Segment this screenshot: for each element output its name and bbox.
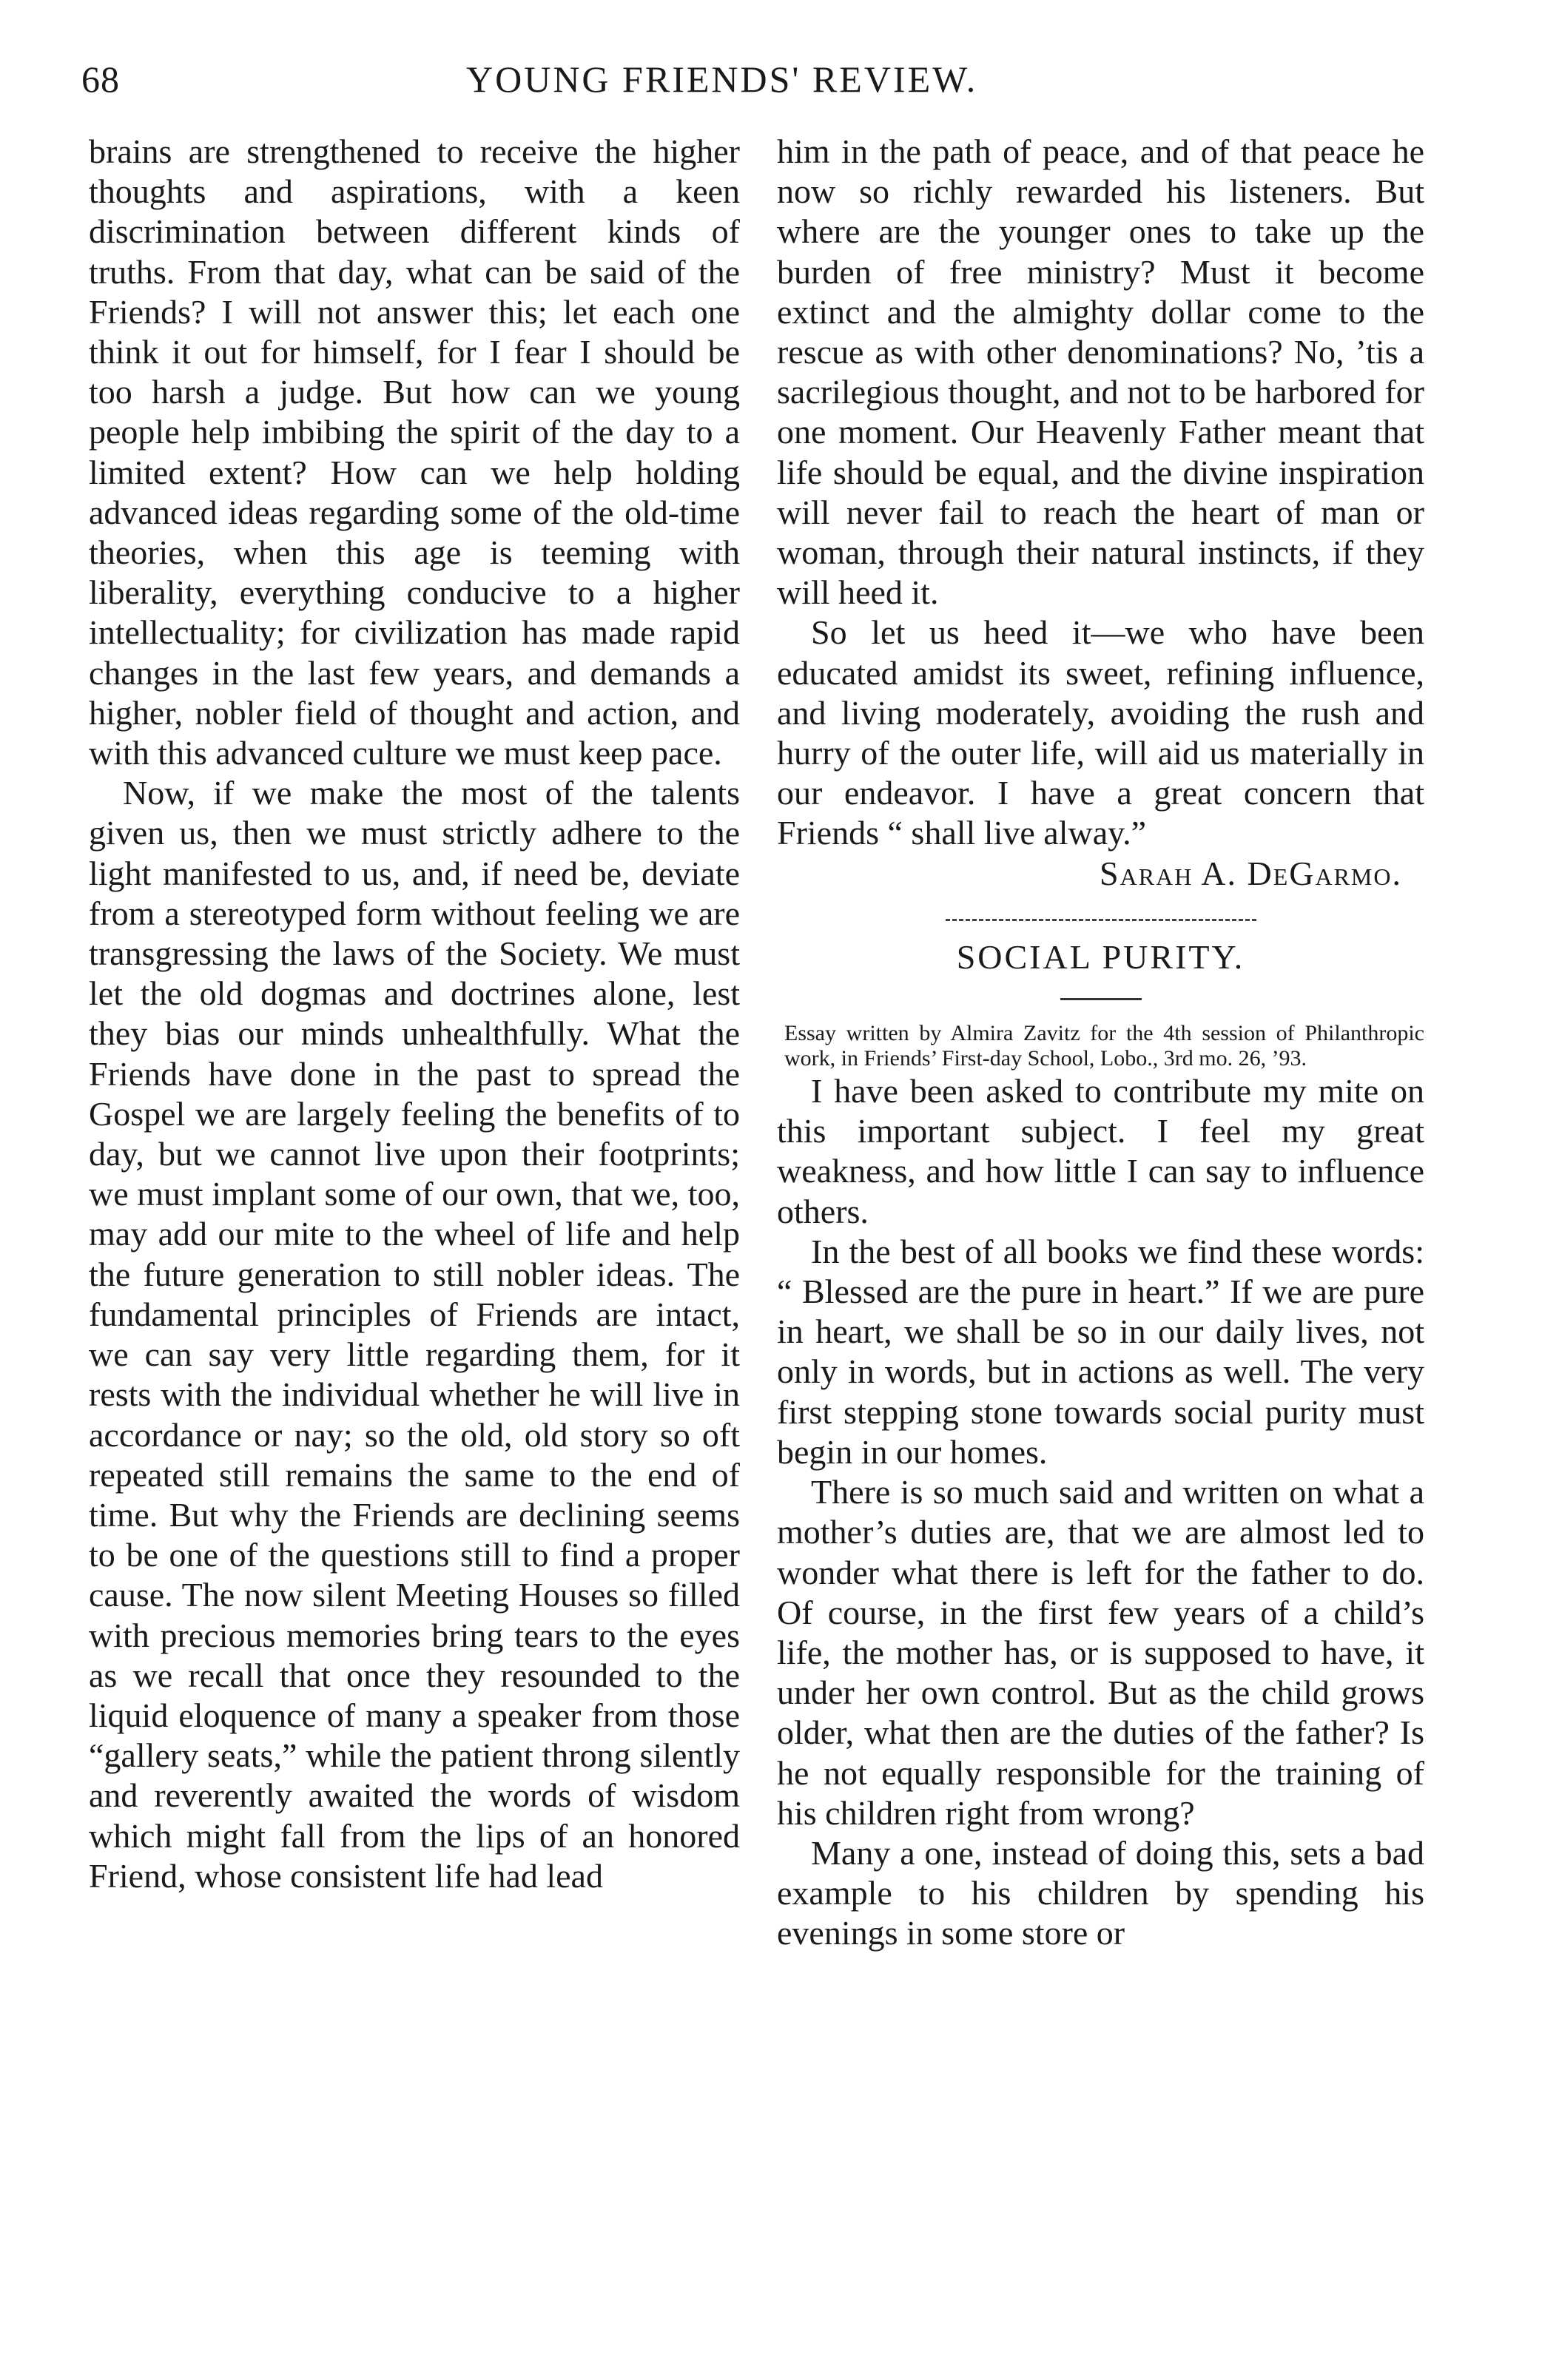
author-signature: Sarah A. DeGarmo. [1100,854,1402,892]
page-header [81,58,1472,124]
section-title: SOCIAL PURITY. [956,937,1245,976]
left-column [89,132,740,1896]
essay-note: Essay written by Almira Zavitz for the 4th session of Philanthropic work, in Friends’ First-day School, Lobo., 3rd mo. 26, ’93. [784,1021,1424,1071]
section-divider [946,919,1256,921]
title-rule [1060,998,1142,1000]
paragraph: Now, if we make the most of the talents given us, then we must strictly adhere to the light manifested to us, and, if need be, deviate from a stereotyped form without feeling we are transgressing the laws of the Society. We must let the old dogmas and doctrines alone, lest they bias our minds unhealthfully. What the Friends have done in the past to spread the Gospel we are largely feeling the benefits of to day, but we cannot live upon their footprints; we must implant some of our own, that we, too, may add our mite to the wheel of life and help the future generation to still nobler ideas. The fundamental principles of Friends are intact, we can say very little regarding them, for it rests with the individual whether he will live in accordance or nay; so the old, old story so oft repeated still remains the same to the end of time. But why the Friends are declining seems to be one of the questions still to find a proper cause. The now silent Meeting Houses so filled with precious memories bring tears to the eyes as we recall that once they resounded to the liquid eloquence of many a speaker from those “gallery seats,” while the patient throng silently and reverently awaited the words of wisdom which might fall from the lips of an honored Friend, whose consistent life had lead [89,774,740,1895]
paragraph: I have been asked to contribute my mite on this important subject. I feel my great weakness, and how little I can say to influence others. [777,1072,1424,1230]
paragraph: In the best of all books we find these words: “ Blessed are the pure in heart.” If we are pure in heart, we shall be so in our daily lives, not only in words, but in actions as well. The very first stepping stone towards social purity must begin in our homes. [777,1232,1424,1471]
running-head: YOUNG FRIENDS' REVIEW. [466,58,978,100]
paragraph: There is so much said and written on what a mother’s duties are, that we are almost led to wonder what there is left for the father to do. Of course, in the first few years of a child’s life, the mother has, or is supposed to have, it under her own control. But as the child grows older, what then are the duties of the father? Is he not equally responsible for the training of his children right from wrong? [777,1473,1424,1832]
right-column [777,132,1424,1954]
paragraph: Many a one, instead of doing this, sets a bad example to his children by spending his evenings in some store or [777,1833,1424,1952]
paragraph: him in the path of peace, and of that peace he now so richly rewarded his listeners. But where are the younger ones to take up the burden of free ministry? Must it become extinct and the almighty dollar come to the rescue as with other denominations? No, ’tis a sacrilegious thought, and not to be harbored for one moment. Our Heavenly Father meant that life should be equal, and the divine inspiration will never fail to reach the heart of man or woman, through their natural instincts, if they will heed it. [777,132,1424,612]
paragraph: So let us heed it—we who have been educated amidst its sweet, refining influence, and living moderately, avoiding the rush and hurry of the outer life, will aid us materially in our endeavor. I have a great concern that Friends “ shall live alway.” [777,613,1424,852]
page-number: 68 [81,58,120,100]
paragraph: brains are strengthened to receive the higher thoughts and aspirations, with a keen discrimination between different kinds of truths. From that day, what can be said of the Friends? I will not answer this; let each one think it out for himself, for I fear I should be too harsh a judge. But how can we young people help imbibing the spirit of the day to a limited extent? How can we help holding advanced ideas regarding some of the old-time theories, when this age is teeming with liberality, everything conducive to a higher intellectuality; for civilization has made rapid changes in the last few years, and demands a higher, nobler field of thought and action, and with this advanced culture we must keep pace. [89,132,740,772]
